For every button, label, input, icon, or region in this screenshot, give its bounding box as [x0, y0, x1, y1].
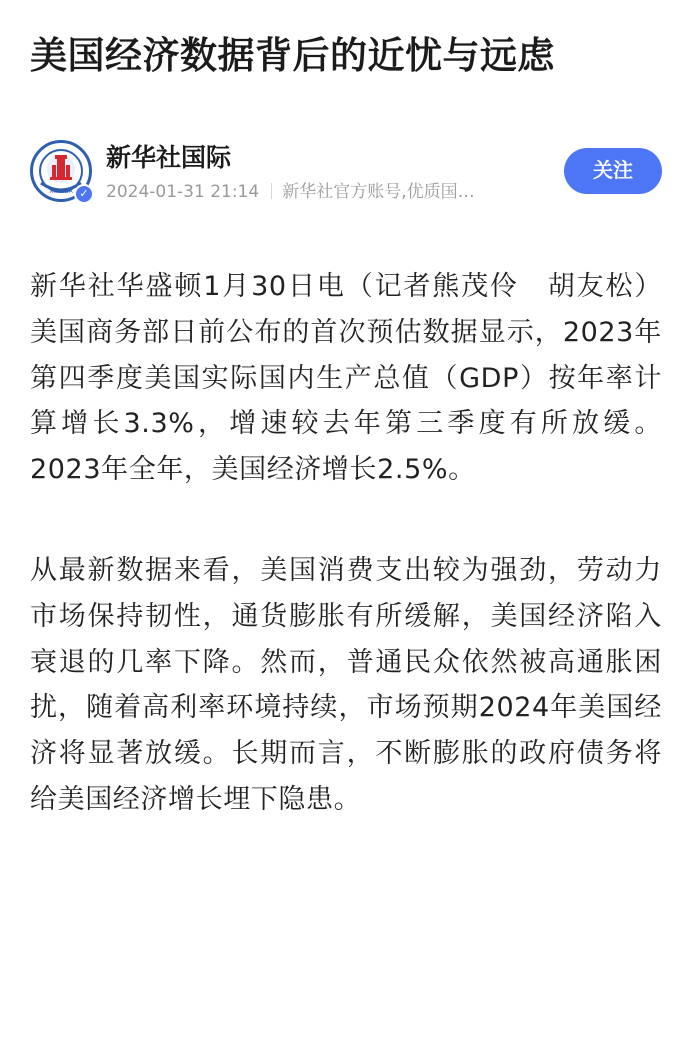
- article-body: [30, 264, 662, 823]
- follow-button[interactable]: 关注: [564, 148, 662, 194]
- avatar-logo-text: XINHUA: [49, 188, 73, 195]
- article-title: 美国经济数据背后的近忧与远虑: [30, 34, 555, 77]
- meta-divider: [271, 183, 272, 199]
- article-paragraph: 从最新数据来看，美国消费支出较为强劲，劳动力市场保持韧性，通货膨胀有所缓解，美国经济陷入衰退的几率下降。然而，普通民众依然被高通胀困扰，随着高利率环境持续，市场预期2024年美国经济将显著放缓。长期而言，不断膨胀的政府债务将给美国经济增长埋下隐患。: [30, 554, 662, 815]
- author-description: 新华社官方账号,优质国…: [282, 182, 475, 202]
- article-paragraph: 新华社华盛顿1月30日电（记者熊茂伶 胡友松）美国商务部日前公布的首次预估数据显示，2023年第四季度美国实际国内生产总值（GDP）按年率计算增长3.3%，增速较去年第三季度有所放缓。2023年全年，美国经济增长2.5%。: [30, 271, 662, 486]
- author-meta: [106, 180, 556, 204]
- verified-badge-icon: ✓: [74, 184, 94, 204]
- publish-datetime: 2024-01-31 21:14: [106, 182, 260, 202]
- author-row: [30, 140, 662, 210]
- author-name[interactable]: 新华社国际: [106, 143, 232, 172]
